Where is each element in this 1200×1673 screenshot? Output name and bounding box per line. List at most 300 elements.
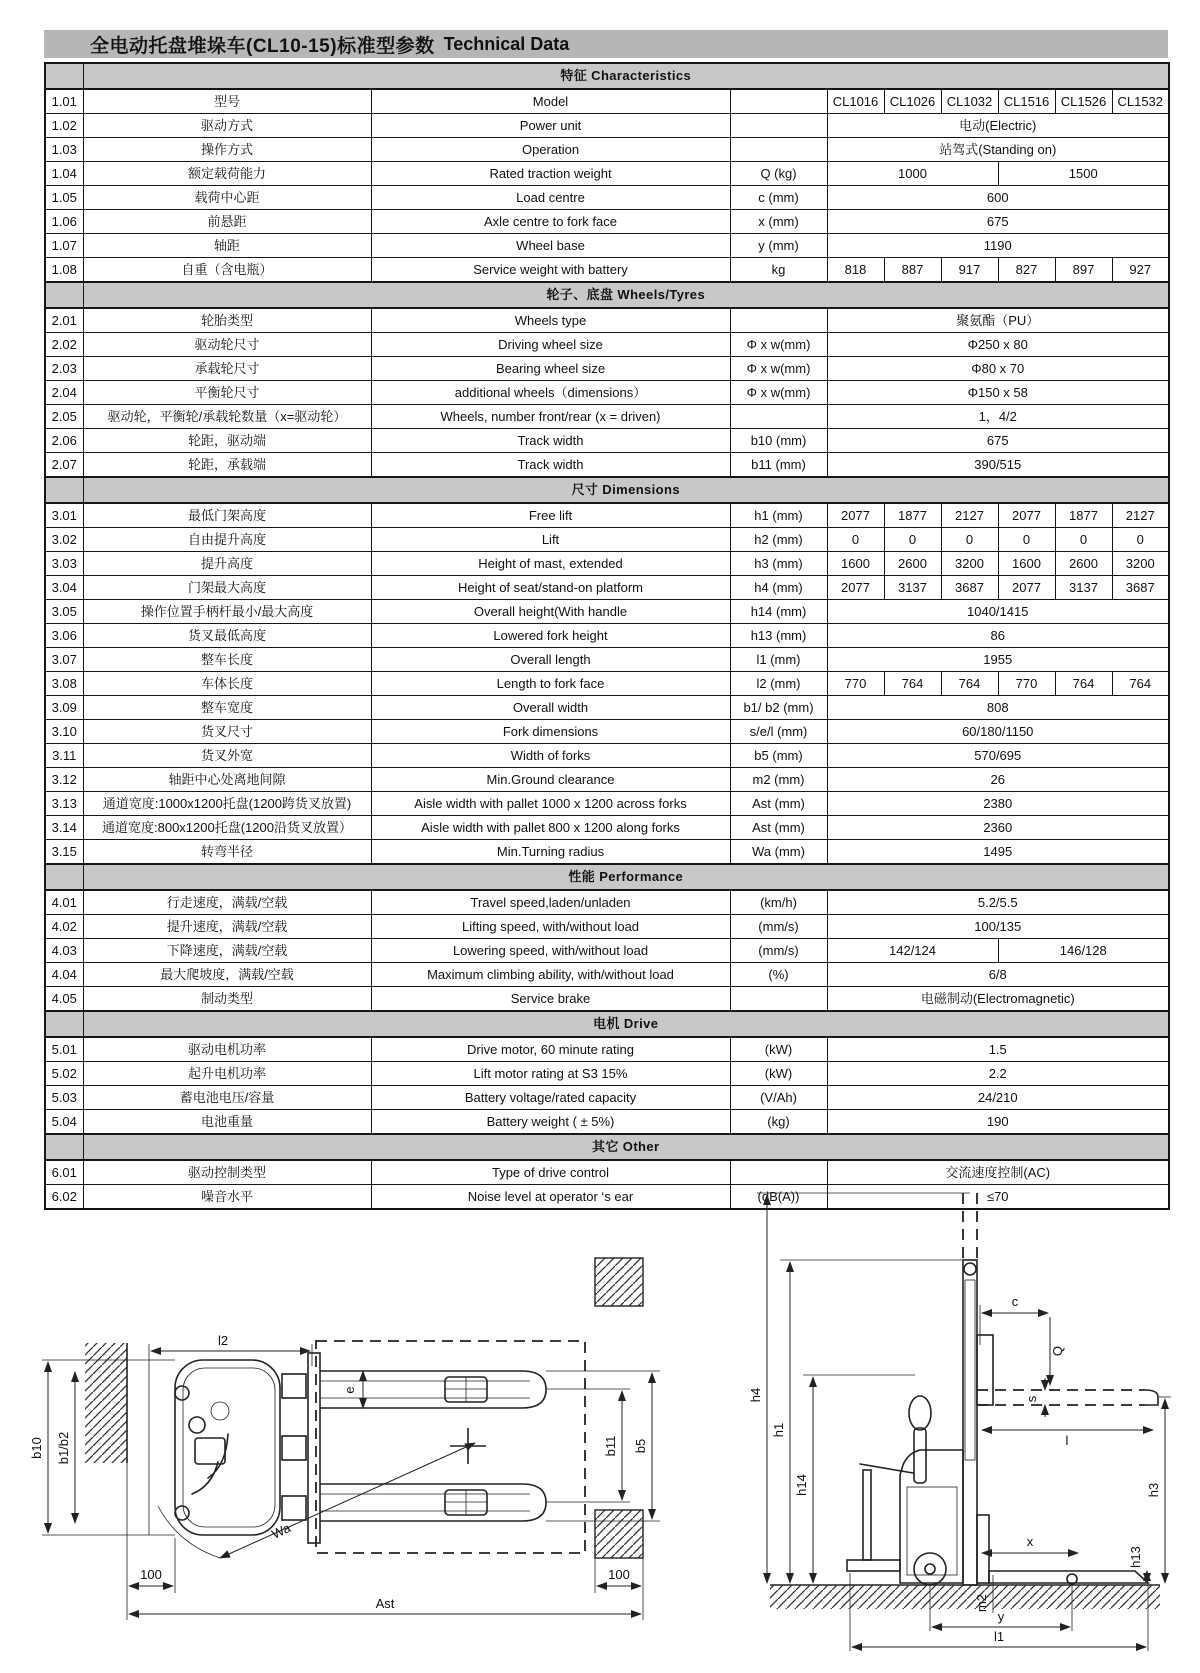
spec-symbol-unit: (kg) [730,1110,827,1135]
spec-value: 5.2/5.5 [827,890,1169,915]
spec-name-zh: 起升电机功率 [83,1062,371,1086]
spec-name-zh: 提升高度 [83,552,371,576]
dim-label-x: x [1026,1534,1034,1549]
spec-name-zh: 整车宽度 [83,696,371,720]
spec-symbol-unit: (V/Ah) [730,1086,827,1110]
spec-value: 770 [827,672,884,696]
spec-name-zh: 前悬距 [83,210,371,234]
spec-table [44,62,1170,1210]
spec-name-en: Load centre [371,186,730,210]
spec-name-en: Aisle width with pallet 800 x 1200 along forks [371,816,730,840]
spec-symbol-unit: l1 (mm) [730,648,827,672]
row-number: 4.05 [45,987,83,1012]
spec-row [45,672,1169,696]
spec-value: 1000 [827,162,998,186]
spec-value: Φ250 x 80 [827,333,1169,357]
row-number: 3.03 [45,552,83,576]
row-number: 3.04 [45,576,83,600]
spec-symbol-unit: c (mm) [730,186,827,210]
spec-value: 146/128 [998,939,1169,963]
row-number: 3.02 [45,528,83,552]
section-corner-cell [45,282,83,308]
dim-label-b10: b10 [29,1437,44,1459]
side-view-diagram [715,1185,1175,1673]
spec-name-zh: 门架最大高度 [83,576,371,600]
row-number: 4.01 [45,890,83,915]
spec-value: 0 [827,528,884,552]
spec-row [45,114,1169,138]
page-title-en: Technical Data [443,33,570,54]
spec-symbol-unit: h3 (mm) [730,552,827,576]
row-number: 1.07 [45,234,83,258]
spec-symbol-unit [730,114,827,138]
spec-value: Φ80 x 70 [827,357,1169,381]
row-number: 2.01 [45,308,83,333]
spec-row [45,1160,1169,1185]
spec-row [45,939,1169,963]
spec-name-zh: 车体长度 [83,672,371,696]
row-number: 3.07 [45,648,83,672]
spec-name-zh: 操作方式 [83,138,371,162]
spec-name-zh: 驱动电机功率 [83,1037,371,1062]
dim-label-b11: b11 [603,1435,618,1457]
dim-label-l2: l2 [217,1333,229,1348]
truck-top-view [175,1353,546,1543]
spec-row [45,405,1169,429]
spec-value: 1600 [827,552,884,576]
spec-value: CL1526 [1055,89,1112,114]
truck-side-view [847,1193,1158,1585]
row-number: 3.09 [45,696,83,720]
spec-symbol-unit [730,89,827,114]
spec-name-zh: 型号 [83,89,371,114]
spec-value: Φ150 x 58 [827,381,1169,405]
section-header-row [45,1134,1169,1160]
spec-name-zh: 下降速度，满载/空载 [83,939,371,963]
spec-name-zh: 自由提升高度 [83,528,371,552]
row-number: 1.04 [45,162,83,186]
spec-symbol-unit [730,1160,827,1185]
spec-row [45,186,1169,210]
spec-name-zh: 货叉尺寸 [83,720,371,744]
page-title [44,30,1168,58]
spec-name-zh: 承载轮尺寸 [83,357,371,381]
row-number: 3.01 [45,503,83,528]
top-view-diagram [30,1248,685,1658]
spec-row [45,258,1169,283]
section-title: 电机 Drive [83,1011,1169,1037]
spec-value: CL1016 [827,89,884,114]
spec-value: 0 [1055,528,1112,552]
row-number: 2.05 [45,405,83,429]
spec-value: 0 [941,528,998,552]
spec-name-en: Min.Turning radius [371,840,730,865]
spec-value: 1877 [1055,503,1112,528]
spec-name-en: Lowered fork height [371,624,730,648]
spec-row [45,429,1169,453]
page-title-zh: 全电动托盘堆垛车(CL10-15)标准型参数 [90,35,435,57]
spec-row [45,768,1169,792]
spec-symbol-unit [730,405,827,429]
row-number: 2.03 [45,357,83,381]
row-number: 3.06 [45,624,83,648]
spec-name-zh: 轮距，承载端 [83,453,371,478]
spec-value: 站驾式(Standing on) [827,138,1169,162]
spec-name-en: Axle centre to fork face [371,210,730,234]
spec-symbol-unit: Φ x w(mm) [730,381,827,405]
spec-name-en: Fork dimensions [371,720,730,744]
spec-name-en: Model [371,89,730,114]
spec-value: 1495 [827,840,1169,865]
spec-value: 60/180/1150 [827,720,1169,744]
spec-name-en: Driving wheel size [371,333,730,357]
spec-name-en: Height of seat/stand-on platform [371,576,730,600]
spec-name-en: Rated traction weight [371,162,730,186]
spec-symbol-unit: (kW) [730,1062,827,1086]
dim-label-m2: m2 [974,1593,989,1613]
spec-name-en: additional wheels（dimensions） [371,381,730,405]
spec-row [45,1062,1169,1086]
spec-value: 3200 [1112,552,1169,576]
row-number: 1.01 [45,89,83,114]
spec-name-zh: 自重（含电瓶） [83,258,371,283]
spec-symbol-unit: b10 (mm) [730,429,827,453]
row-number: 3.05 [45,600,83,624]
spec-name-en: Lift motor rating at S3 15% [371,1062,730,1086]
spec-symbol-unit: (km/h) [730,890,827,915]
spec-symbol-unit: x (mm) [730,210,827,234]
spec-name-zh: 驱动轮尺寸 [83,333,371,357]
spec-value: 1.5 [827,1037,1169,1062]
spec-name-en: Width of forks [371,744,730,768]
spec-value: 190 [827,1110,1169,1135]
spec-name-zh: 制动类型 [83,987,371,1012]
row-number: 3.08 [45,672,83,696]
dim-label-100-right: 100 [608,1567,630,1582]
spec-value: 24/210 [827,1086,1169,1110]
row-number: 4.02 [45,915,83,939]
dim-label-h4: h4 [748,1387,763,1403]
row-number: 5.04 [45,1110,83,1135]
row-number: 4.03 [45,939,83,963]
spec-symbol-unit: s/e/l (mm) [730,720,827,744]
dim-label-e: e [342,1386,357,1394]
spec-value: 675 [827,429,1169,453]
spec-row [45,381,1169,405]
spec-row [45,138,1169,162]
spec-name-zh: 驱动方式 [83,114,371,138]
spec-value: 570/695 [827,744,1169,768]
spec-value: 2077 [827,503,884,528]
spec-value: 2077 [827,576,884,600]
spec-value: 764 [884,672,941,696]
spec-value: 1955 [827,648,1169,672]
spec-value: 2127 [1112,503,1169,528]
spec-value: 675 [827,210,1169,234]
row-number: 1.05 [45,186,83,210]
spec-symbol-unit: Φ x w(mm) [730,333,827,357]
spec-name-en: Lifting speed, with/without load [371,915,730,939]
row-number: 1.08 [45,258,83,283]
spec-name-en: Track width [371,453,730,478]
row-number: 5.03 [45,1086,83,1110]
spec-name-en: Battery voltage/rated capacity [371,1086,730,1110]
section-header-row [45,1011,1169,1037]
spec-row [45,890,1169,915]
spec-row [45,210,1169,234]
technical-drawings [0,1185,1200,1673]
spec-row [45,624,1169,648]
spec-value: 764 [1055,672,1112,696]
spec-name-zh: 最低门架高度 [83,503,371,528]
spec-symbol-unit: h4 (mm) [730,576,827,600]
spec-value: 600 [827,186,1169,210]
spec-row [45,792,1169,816]
spec-name-en: Travel speed,laden/unladen [371,890,730,915]
spec-value: 2077 [998,503,1055,528]
spec-name-zh: 平衡轮尺寸 [83,381,371,405]
spec-symbol-unit: b1/ b2 (mm) [730,696,827,720]
dim-label-q: Q [1050,1345,1065,1357]
spec-row [45,600,1169,624]
dim-label-h1: h1 [771,1422,786,1438]
spec-symbol-unit: (mm/s) [730,915,827,939]
spec-value: 764 [941,672,998,696]
spec-value: 887 [884,258,941,283]
spec-name-zh: 载荷中心距 [83,186,371,210]
spec-value: 1190 [827,234,1169,258]
row-number: 2.06 [45,429,83,453]
spec-symbol-unit: h2 (mm) [730,528,827,552]
spec-name-en: Min.Ground clearance [371,768,730,792]
spec-value: 770 [998,672,1055,696]
section-header-row [45,864,1169,890]
spec-row [45,840,1169,865]
spec-name-zh: 额定载荷能力 [83,162,371,186]
spec-symbol-unit: Ast (mm) [730,816,827,840]
spec-value: 3687 [941,576,998,600]
spec-row [45,89,1169,114]
spec-symbol-unit: y (mm) [730,234,827,258]
spec-symbol-unit: l2 (mm) [730,672,827,696]
spec-symbol-unit [730,138,827,162]
spec-row [45,648,1169,672]
spec-row [45,720,1169,744]
spec-row [45,1037,1169,1062]
spec-value: 2127 [941,503,998,528]
spec-row [45,162,1169,186]
spec-value: 3687 [1112,576,1169,600]
section-header-row [45,477,1169,503]
section-corner-cell [45,1134,83,1160]
spec-name-en: Service weight with battery [371,258,730,283]
spec-name-zh: 轮胎类型 [83,308,371,333]
dim-label-l: l [1065,1433,1069,1448]
spec-value: 100/135 [827,915,1169,939]
spec-row [45,744,1169,768]
spec-name-zh: 提升速度，满载/空载 [83,915,371,939]
spec-value: 电磁制动(Electromagnetic) [827,987,1169,1012]
row-number: 3.15 [45,840,83,865]
spec-symbol-unit: m2 (mm) [730,768,827,792]
spec-name-zh: 转弯半径 [83,840,371,865]
spec-name-zh: 货叉最低高度 [83,624,371,648]
spec-symbol-unit: Ast (mm) [730,792,827,816]
spec-name-en: Noise level at operator ‘s ear [371,1185,730,1210]
spec-name-en: Height of mast, extended [371,552,730,576]
spec-value: 3200 [941,552,998,576]
spec-symbol-unit [730,987,827,1012]
section-corner-cell [45,864,83,890]
spec-symbol-unit: kg [730,258,827,283]
spec-value: 818 [827,258,884,283]
spec-name-en: Lowering speed, with/without load [371,939,730,963]
spec-row [45,915,1169,939]
row-number: 5.01 [45,1037,83,1062]
spec-name-zh: 操作位置手柄杆最小/最大高度 [83,600,371,624]
dim-label-wa: Wa [269,1520,293,1542]
spec-name-en: Battery weight ( ± 5%) [371,1110,730,1135]
spec-row [45,453,1169,478]
spec-row [45,503,1169,528]
spec-symbol-unit: h13 (mm) [730,624,827,648]
spec-value: 1500 [998,162,1169,186]
spec-row [45,816,1169,840]
spec-symbol-unit: b5 (mm) [730,744,827,768]
spec-symbol-unit: Wa (mm) [730,840,827,865]
spec-row [45,552,1169,576]
spec-value: ≤70 [827,1185,1169,1210]
spec-symbol-unit: Q (kg) [730,162,827,186]
dim-label-100-left: 100 [140,1567,162,1582]
spec-value: 808 [827,696,1169,720]
spec-name-en: Type of drive control [371,1160,730,1185]
spec-row [45,987,1169,1012]
spec-row [45,234,1169,258]
spec-name-en: Free lift [371,503,730,528]
spec-value: 2.2 [827,1062,1169,1086]
spec-name-en: Drive motor, 60 minute rating [371,1037,730,1062]
spec-name-en: Maximum climbing ability, with/without load [371,963,730,987]
spec-name-zh: 轴距 [83,234,371,258]
row-number: 4.04 [45,963,83,987]
spec-value: 1040/1415 [827,600,1169,624]
raised-forks [977,1335,1158,1405]
section-title: 特征 Characteristics [83,63,1169,89]
section-title: 尺寸 Dimensions [83,477,1169,503]
spec-row [45,357,1169,381]
spec-value: 2077 [998,576,1055,600]
spec-name-zh: 轮距，驱动端 [83,429,371,453]
spec-name-en: Service brake [371,987,730,1012]
spec-value: 1877 [884,503,941,528]
spec-name-en: Bearing wheel size [371,357,730,381]
spec-value: 142/124 [827,939,998,963]
spec-name-zh: 驱动轮，平衡轮/承载轮数量（x=驱动轮） [83,405,371,429]
spec-name-en: Overall height(With handle [371,600,730,624]
spec-value: CL1516 [998,89,1055,114]
spec-value: 927 [1112,258,1169,283]
spec-value: 1，4/2 [827,405,1169,429]
spec-value: 2360 [827,816,1169,840]
row-number: 6.02 [45,1185,83,1210]
spec-value: 2380 [827,792,1169,816]
section-corner-cell [45,1011,83,1037]
spec-value: 917 [941,258,998,283]
spec-symbol-unit: (dB(A)) [730,1185,827,1210]
spec-symbol-unit: (%) [730,963,827,987]
spec-name-zh: 蓄电池电压/容量 [83,1086,371,1110]
spec-row [45,308,1169,333]
spec-row [45,963,1169,987]
row-number: 3.12 [45,768,83,792]
dim-label-b5: b5 [633,1438,648,1454]
spec-symbol-unit: Φ x w(mm) [730,357,827,381]
spec-name-zh: 通道宽度:1000x1200托盘(1200跨货叉放置) [83,792,371,816]
section-title: 性能 Performance [83,864,1169,890]
spec-name-en: Track width [371,429,730,453]
spec-name-zh: 通道宽度:800x1200托盘(1200沿货叉放置） [83,816,371,840]
spec-name-en: Operation [371,138,730,162]
row-number: 1.03 [45,138,83,162]
spec-value: 86 [827,624,1169,648]
spec-name-en: Length to fork face [371,672,730,696]
section-header-row [45,282,1169,308]
spec-row [45,1086,1169,1110]
row-number: 3.14 [45,816,83,840]
spec-name-zh: 最大爬坡度，满载/空载 [83,963,371,987]
spec-value: 827 [998,258,1055,283]
dim-label-h13: h13 [1128,1546,1143,1568]
dim-label-h14: h14 [794,1474,809,1496]
section-corner-cell [45,477,83,503]
spec-value: 1600 [998,552,1055,576]
spec-symbol-unit: b11 (mm) [730,453,827,478]
dim-label-l1: l1 [993,1629,1005,1644]
row-number: 1.02 [45,114,83,138]
spec-value: 764 [1112,672,1169,696]
spec-value: CL1032 [941,89,998,114]
spec-name-en: Overall length [371,648,730,672]
spec-row [45,528,1169,552]
spec-name-en: Aisle width with pallet 1000 x 1200 across forks [371,792,730,816]
dim-label-y: y [997,1609,1005,1624]
spec-value: 390/515 [827,453,1169,478]
spec-name-zh: 货叉外宽 [83,744,371,768]
spec-symbol-unit [730,308,827,333]
spec-value: 2600 [884,552,941,576]
spec-value: CL1026 [884,89,941,114]
dim-label-b1b2: b1/b2 [56,1431,71,1465]
spec-name-en: Overall width [371,696,730,720]
spec-name-zh: 行走速度，满载/空载 [83,890,371,915]
spec-value: 2600 [1055,552,1112,576]
spec-name-zh: 噪音水平 [83,1185,371,1210]
spec-name-en: Wheels, number front/rear (x = driven) [371,405,730,429]
spec-row [45,1110,1169,1135]
section-title: 其它 Other [83,1134,1169,1160]
spec-row [45,696,1169,720]
dim-label-h3: h3 [1146,1482,1161,1498]
spec-symbol-unit: h14 (mm) [730,600,827,624]
spec-value: 电动(Electric) [827,114,1169,138]
row-number: 3.13 [45,792,83,816]
row-number: 2.02 [45,333,83,357]
section-header-row [45,63,1169,89]
row-number: 2.07 [45,453,83,478]
spec-symbol-unit: (mm/s) [730,939,827,963]
spec-value: 聚氨酯（PU） [827,308,1169,333]
